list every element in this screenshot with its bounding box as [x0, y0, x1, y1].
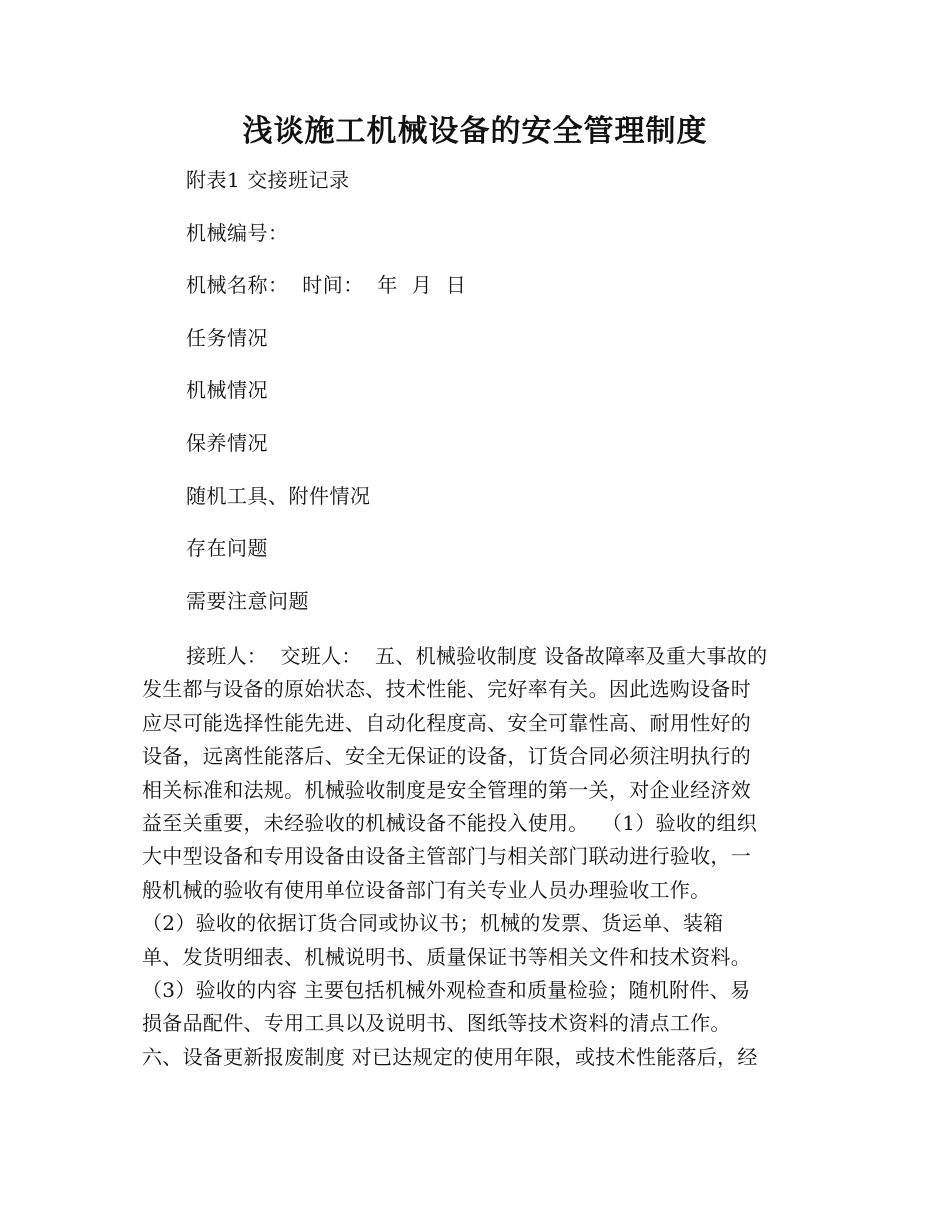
paragraph-line: 益至关重要，未经验收的机械设备不能投入使用。 （1）验收的组织: [142, 810, 758, 835]
field-line-attachment-table: 附表1 交接班记录: [186, 168, 350, 192]
field-line-attention-problems: 需要注意问题: [186, 588, 309, 613]
paragraph-line: 发生都与设备的原始状态、技术性能、完好率有关。因此选购设备时: [142, 677, 751, 702]
field-line-maintenance-status: 保养情况: [186, 430, 268, 455]
paragraph-line: 六、设备更新报废制度 对已达规定的使用年限，或技术性能落后，经: [142, 1044, 758, 1069]
paragraph-line: （3）验收的内容 主要包括机械外观检查和质量检验；随机附件、易: [142, 977, 751, 1002]
paragraph-line: 单、发货明细表、机械说明书、质量保证书等相关文件和技术资料。: [142, 944, 751, 969]
paragraph-line: 相关标准和法规。机械验收制度是安全管理的第一关，对企业经济效: [142, 777, 751, 802]
body-paragraph: [142, 642, 810, 1076]
field-line-machine-status: 机械情况: [186, 378, 268, 403]
field-line-existing-problems: 存在问题: [186, 536, 268, 561]
field-line-task-status: 任务情况: [186, 325, 268, 350]
field-line-machine-number: 机械编号：: [186, 220, 289, 245]
paragraph-line: 大中型设备和专用设备由设备主管部门与相关部门联动进行验收，一: [142, 844, 751, 869]
field-line-tools-accessories: 随机工具、附件情况: [186, 483, 371, 508]
paragraph-line: 损备品配件、专用工具以及说明书、图纸等技术资料的清点工作。: [142, 1011, 731, 1036]
paragraph-line: 般机械的验收有使用单位设备部门有关专业人员办理验收工作。: [142, 877, 711, 902]
paragraph-line: 接班人： 交班人： 五、机械验收制度 设备故障率及重大事故的: [186, 644, 768, 668]
page-title: 浅谈施工机械设备的安全管理制度: [242, 114, 708, 149]
paragraph-line: （2）验收的依据订货合同或协议书；机械的发票、货运单、装箱: [142, 911, 724, 936]
paragraph-line: 设备，远离性能落后、安全无保证的设备，订货合同必须注明执行的: [142, 744, 751, 769]
paragraph-line: 应尽可能选择性能先进、自动化程度高、安全可靠性高、耐用性好的: [142, 710, 751, 735]
field-line-machine-name-time: 机械名称： 时间： 年 月 日: [186, 273, 467, 298]
handover-record-fields: [186, 166, 826, 639]
